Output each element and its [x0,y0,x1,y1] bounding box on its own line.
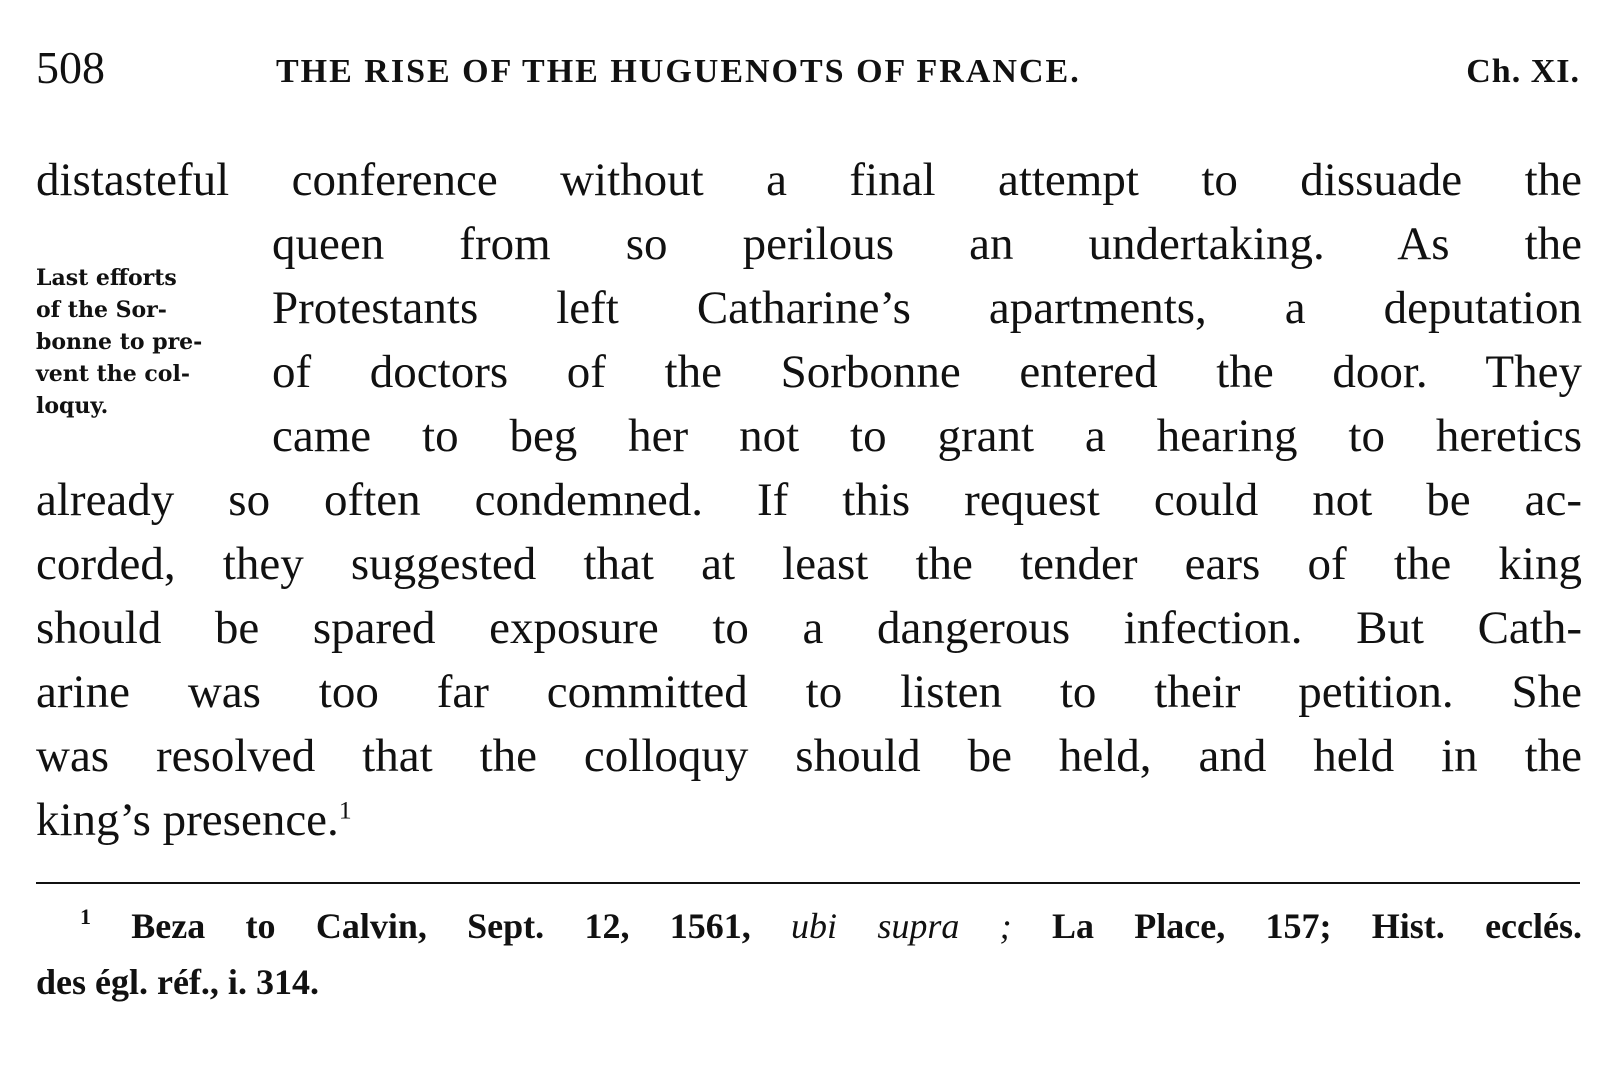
footnote-reference: 1 [338,795,352,825]
body-line: queen from so perilous an undertaking. As the [272,218,1582,270]
body-line: was resolved that the colloquy should be held, and held in the [36,730,1582,782]
footnote-text: La Place, 157; Hist. ecclés. [1051,906,1582,946]
marginal-note-line: of the Sor- [36,297,167,323]
marginal-note-line: loquy. [36,393,109,419]
running-title: THE RISE OF THE HUGUENOTS OF FRANCE. [276,53,1081,90]
marginal-note-line: bonne to pre- [36,329,203,355]
body-line: corded, they suggested that at least the tender ears of the king [36,538,1582,590]
marginal-note-line: Last efforts [36,265,177,291]
footnote [36,898,1582,1010]
body-line: distasteful conference without a final attempt to dissuade the [36,154,1582,206]
body-line-text: king’s presence. [36,794,339,846]
footnote-line [36,898,1582,954]
body-paragraph [36,148,1582,852]
body-line-last [36,788,1582,852]
body-line: came to beg her not to grant a hearing to heretics [272,410,1582,462]
body-line: arine was too far committed to listen to their petition. She [36,666,1582,718]
body-line: should be spared exposure to a dangerous infection. But Cath- [36,602,1582,654]
body-line: of doctors of the Sorbonne entered the door. They [272,346,1582,398]
body-line: already so often condemned. If this request could not be ac- [36,474,1582,526]
marginal-note-line: vent the col- [36,361,190,387]
body-line: Protestants left Catharine’s apartments, a deputation [272,282,1582,334]
footnote-divider [36,882,1580,884]
chapter-label: Ch. XI. [1466,53,1580,90]
footnote-line: des égl. réf., i. 314. [36,962,319,1002]
page-number: 508 [36,42,105,93]
page-header [36,38,1580,98]
footnote-text: Beza to Calvin, Sept. 12, 1561, [131,906,751,946]
footnote-marker: 1 [80,904,91,929]
footnote-italic-text: ubi supra ; [791,906,1012,946]
